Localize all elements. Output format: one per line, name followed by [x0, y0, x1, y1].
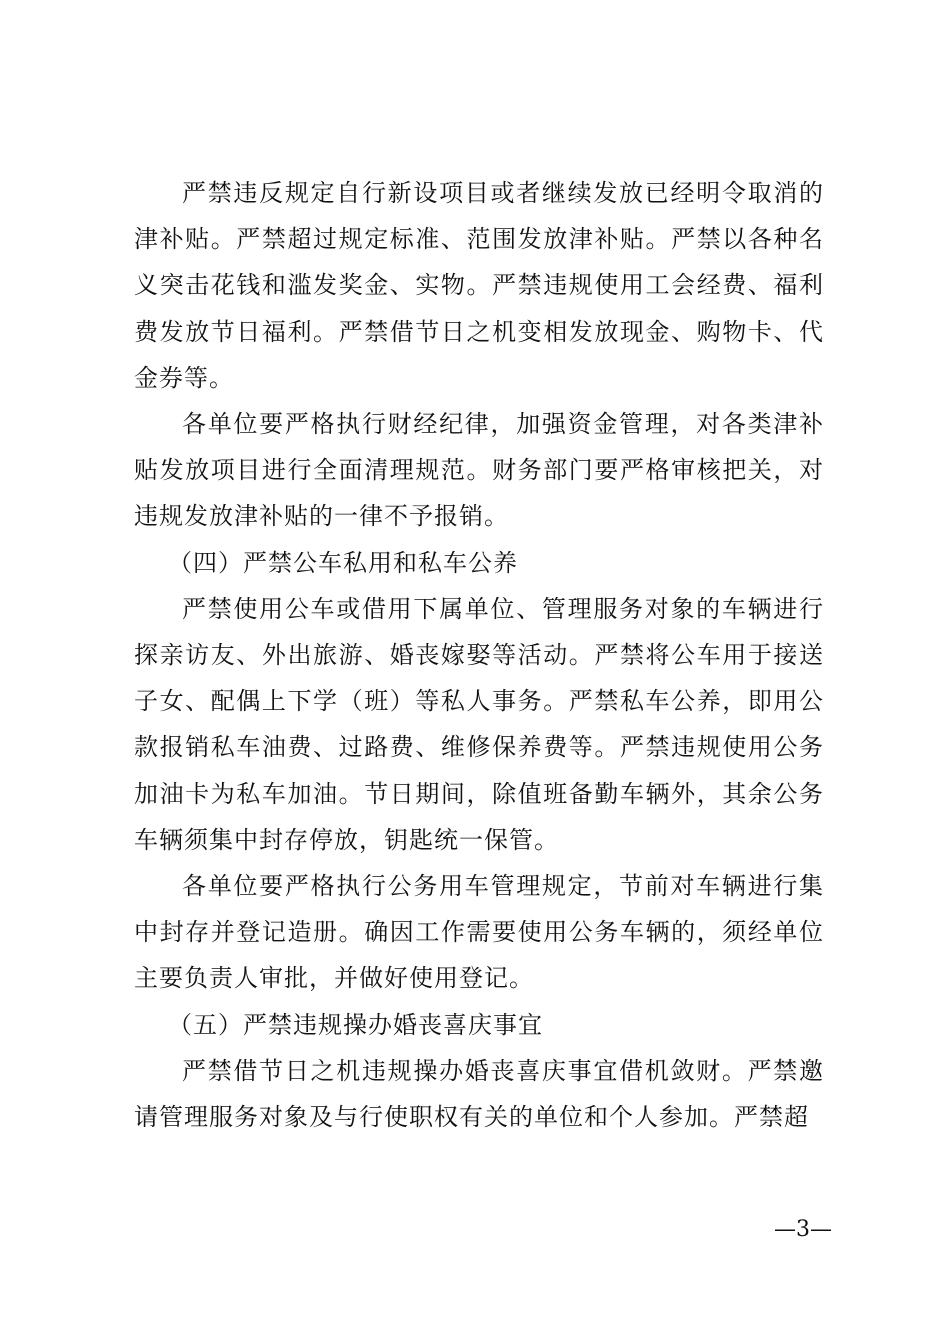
page-number: —3—	[774, 1217, 832, 1242]
paragraph-allowance-ban: 严禁违反规定自行新设项目或者继续发放已经明令取消的津补贴。严禁超过规定标准、范围发放津补贴。严禁以各种名义突击花钱和滥发奖金、实物。严禁违规使用工会经费、福利费发放节日福利。严禁借节日之机变相发放现金、购物卡、代金券等。	[134, 179, 824, 392]
paragraph-ceremony-ban: 严禁借节日之机违规操办婚丧喜庆事宜借机敛财。严禁邀请管理服务对象及与行使职权有关的单位和个人参加。严禁超	[134, 1056, 824, 1132]
document-body	[134, 170, 824, 1140]
paragraph-vehicle-management: 各单位要严格执行公务用车管理规定，节前对车辆进行集中封存并登记造册。确因工作需要使用公务车辆的，须经单位主要负责人审批，并做好使用登记。	[134, 872, 824, 993]
paragraph-vehicle-ban: 严禁使用公车或借用下属单位、管理服务对象的车辆进行探亲访友、外出旅游、婚丧嫁娶等活动。严禁将公车用于接送子女、配偶上下学（班）等私人事务。严禁私车公养，即用公款报销私车油费、过路费、维修保养费等。严禁违规使用公务加油卡为私车加油。节日期间，除值班备勤车辆外，其余公务车辆须集中封存停放，钥匙统一保管。	[134, 594, 824, 854]
section-heading-5: （五）严禁违规操办婚丧喜庆事宜	[168, 1010, 543, 1039]
section-heading-4: （四）严禁公车私用和私车公养	[168, 548, 518, 577]
paragraph-financial-discipline: 各单位要严格执行财经纪律，加强资金管理，对各类津补贴发放项目进行全面清理规范。财务部门要严格审核把关，对违规发放津补贴的一律不予报销。	[134, 410, 824, 531]
